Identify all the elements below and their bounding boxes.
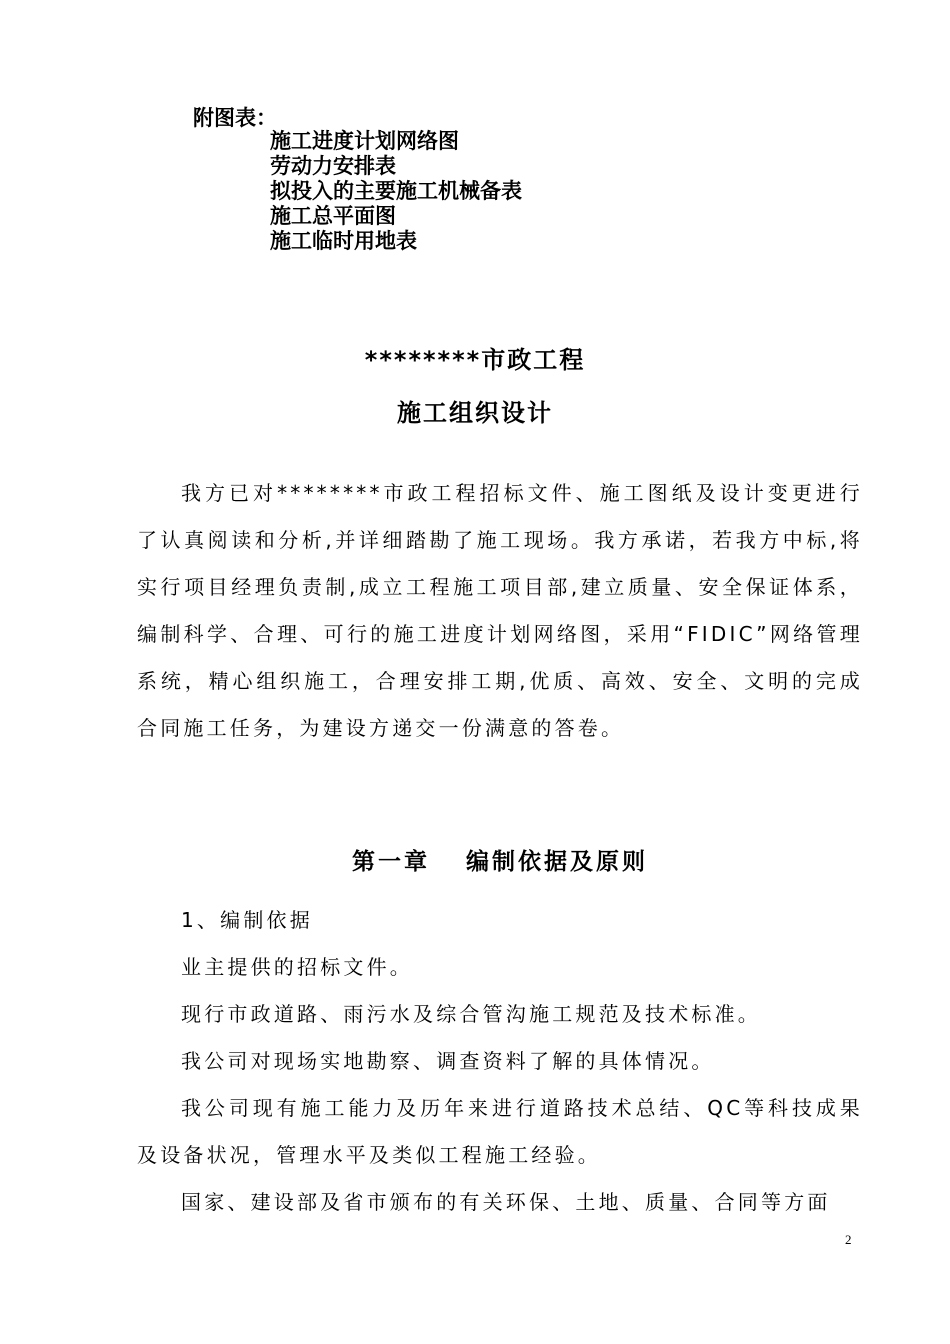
document-subtitle: 施工组织设计 xyxy=(397,399,553,427)
chapter-number: 第一章 xyxy=(352,849,430,875)
body-paragraph: 国家、建设部及省市颁布的有关环保、土地、质量、合同等方面 xyxy=(181,1190,831,1214)
page-number: 2 xyxy=(845,1232,852,1247)
appendix-item: 施工总平面图 xyxy=(270,204,396,228)
appendix-item: 施工进度计划网络图 xyxy=(270,129,459,153)
appendix-item: 施工临时用地表 xyxy=(270,229,417,253)
body-paragraph: 我公司现有施工能力及历年来进行道路技术总结、QC等科技成果及设备状况，管理水平及类似工程施工经验。 xyxy=(137,1096,863,1167)
section-heading: 1、编制依据 xyxy=(181,908,313,932)
body-paragraph: 我公司对现场实地勘察、调查资料了解的具体情况。 xyxy=(181,1049,715,1073)
document-title: ********市政工程 xyxy=(364,346,586,374)
chapter-body xyxy=(137,897,863,1226)
body-paragraph: 现行市政道路、雨污水及综合管沟施工规范及技术标准。 xyxy=(181,1002,761,1026)
body-paragraph: 业主提供的招标文件。 xyxy=(181,955,413,979)
appendix-item: 劳动力安排表 xyxy=(270,154,396,178)
intro-paragraph: 我方已对********市政工程招标文件、施工图纸及设计变更进行了认真阅读和分析,并详细踏勘了施工现场。我方承诺，若我方中标,将实行项目经理负责制,成立工程施工项目部,建立质量、安全保证体系，编制科学、合理、可行的施工进度计划网络图，采用“FIDIC”网络管理系统，精心组织施工，合理安排工期,优质、高效、安全、文明的完成合同施工任务，为建设方递交一份满意的答卷。 xyxy=(137,481,863,740)
chapter-title: 编制依据及原则 xyxy=(466,849,648,875)
chapter-heading xyxy=(0,843,950,876)
appendix-item: 拟投入的主要施工机械备表 xyxy=(270,179,522,203)
appendix-list xyxy=(270,129,522,254)
appendix-heading: 附图表： xyxy=(193,106,277,130)
